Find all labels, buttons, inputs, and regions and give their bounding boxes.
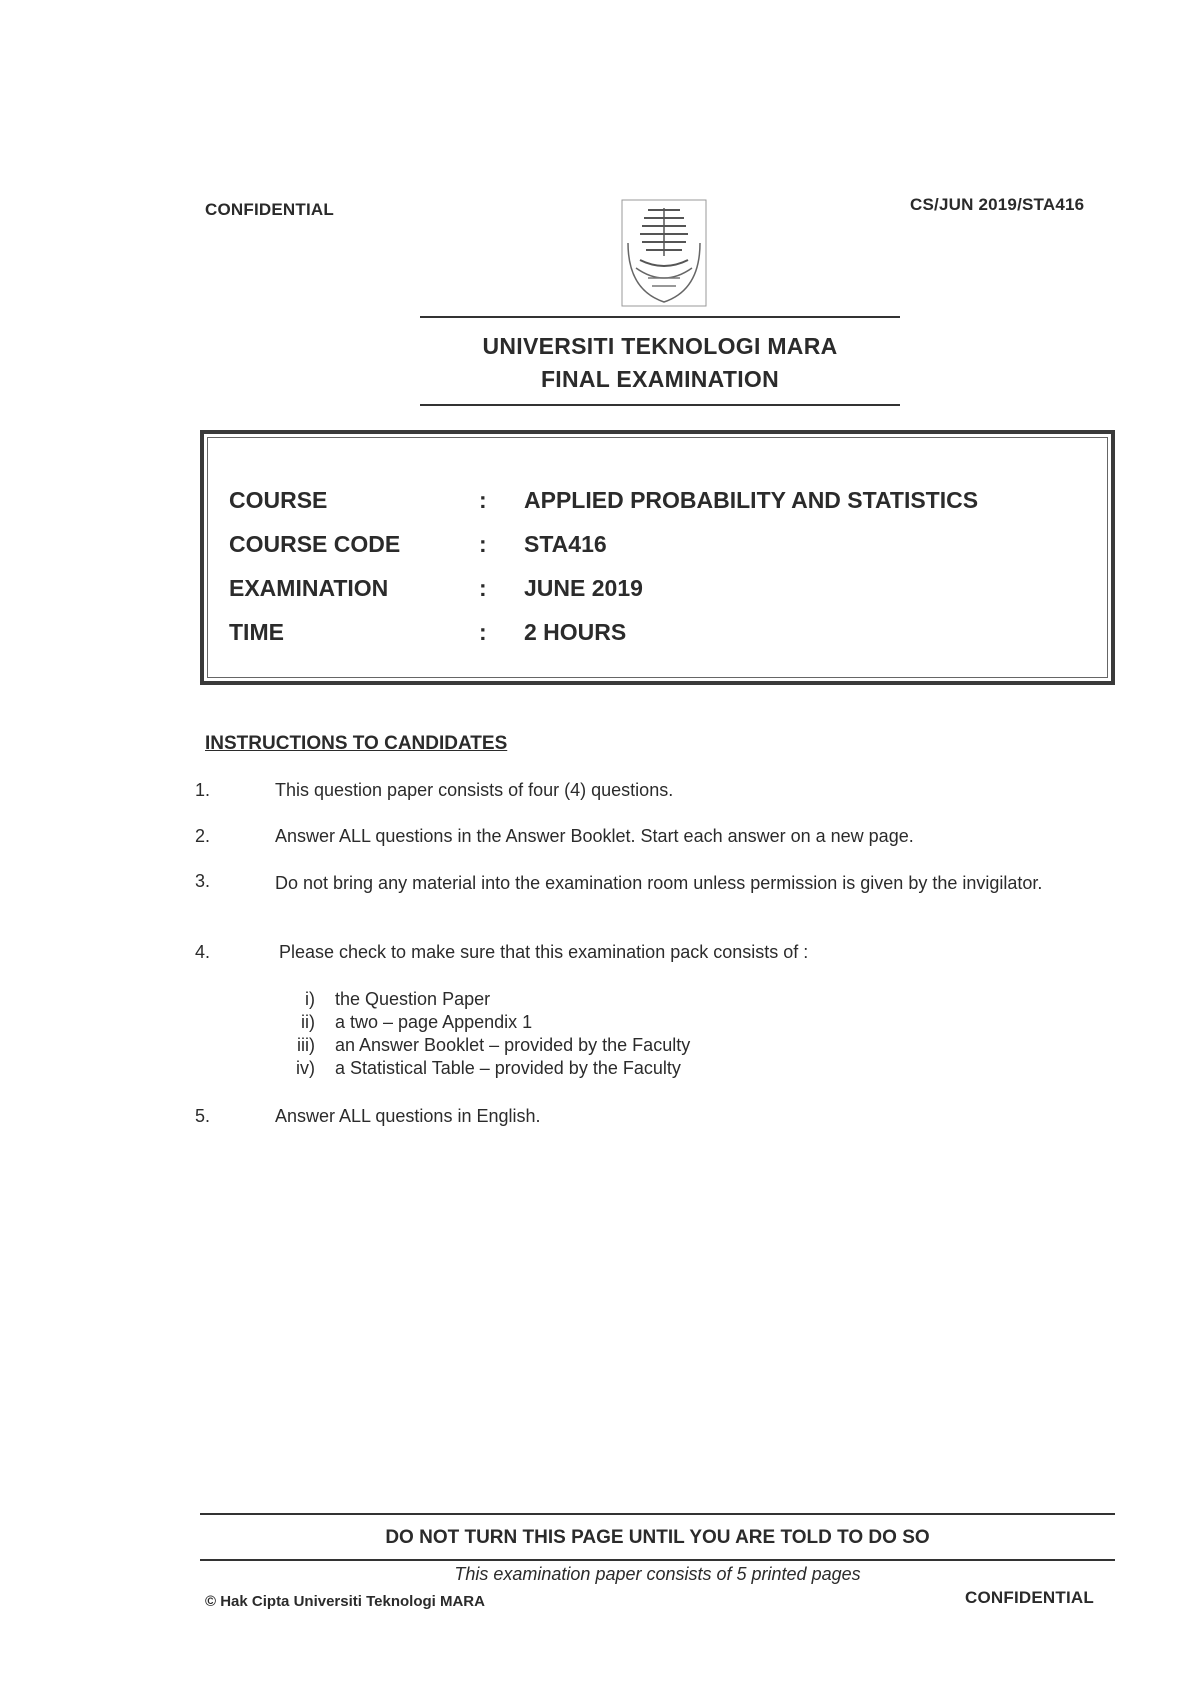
university-crest-icon xyxy=(618,198,710,308)
instruction-number: 5. xyxy=(195,1106,211,1126)
university-name: UNIVERSITI TEKNOLOGI MARA xyxy=(482,333,838,359)
course-details-box xyxy=(200,430,1115,685)
footer-bottom-rule xyxy=(200,1559,1115,1561)
detail-value: APPLIED PROBABILITY AND STATISTICS xyxy=(524,487,979,513)
detail-label: TIME xyxy=(229,619,284,645)
pack-item-number: i) xyxy=(305,989,315,1009)
instructions-heading: INSTRUCTIONS TO CANDIDATES xyxy=(205,733,508,754)
header-course-reference: CS/JUN 2019/STA416 xyxy=(910,195,1085,214)
instruction-text: This question paper consists of four (4) questions. xyxy=(275,780,674,800)
detail-row-course-code xyxy=(204,531,1111,567)
pack-item-number: iii) xyxy=(297,1035,315,1055)
instruction-text: Answer ALL questions in the Answer Booklet. Start each answer on a new page. xyxy=(275,826,914,846)
pack-item-text: an Answer Booklet – provided by the Faculty xyxy=(335,1035,691,1055)
instruction-text: Please check to make sure that this examination pack consists of : xyxy=(279,942,809,962)
instruction-number: 2. xyxy=(195,826,211,846)
footer-top-rule xyxy=(200,1513,1115,1515)
detail-separator: : xyxy=(479,619,487,645)
header-confidential: CONFIDENTIAL xyxy=(205,200,334,219)
pack-item-number: ii) xyxy=(301,1012,315,1032)
detail-row-time xyxy=(204,619,1111,655)
pack-item-text: the Question Paper xyxy=(335,989,491,1009)
title-bottom-rule xyxy=(420,404,900,406)
pack-item-text: a two – page Appendix 1 xyxy=(335,1012,533,1032)
instruction-text: Do not bring any material into the examination room unless permission is given by the invigilator. xyxy=(275,873,1043,893)
detail-label: COURSE xyxy=(229,487,328,513)
page-count-note: This examination paper consists of 5 printed pages xyxy=(454,1564,861,1584)
pack-item-number: iv) xyxy=(296,1058,315,1078)
detail-separator: : xyxy=(479,575,487,601)
detail-separator: : xyxy=(479,487,487,513)
detail-row-course xyxy=(204,487,1111,523)
instruction-number: 1. xyxy=(195,780,211,800)
detail-value: STA416 xyxy=(524,531,607,557)
detail-label: COURSE CODE xyxy=(229,531,401,557)
detail-value: 2 HOURS xyxy=(524,619,627,645)
copyright-notice: © Hak Cipta Universiti Teknologi MARA xyxy=(205,1593,485,1610)
pack-item-text: a Statistical Table – provided by the Faculty xyxy=(335,1058,681,1078)
footer-confidential: CONFIDENTIAL xyxy=(965,1588,1094,1607)
instruction-number: 4. xyxy=(195,942,211,962)
detail-row-examination xyxy=(204,575,1111,611)
instruction-number: 3. xyxy=(195,871,211,891)
title-top-rule xyxy=(420,316,900,318)
footer-warning: DO NOT TURN THIS PAGE UNTIL YOU ARE TOLD TO DO SO xyxy=(385,1527,930,1548)
instruction-text: Answer ALL questions in English. xyxy=(275,1106,541,1126)
instruction-item xyxy=(195,871,1130,921)
detail-value: JUNE 2019 xyxy=(524,575,643,601)
exam-type-title: FINAL EXAMINATION xyxy=(540,366,780,392)
detail-label: EXAMINATION xyxy=(229,575,389,601)
detail-separator: : xyxy=(479,531,487,557)
